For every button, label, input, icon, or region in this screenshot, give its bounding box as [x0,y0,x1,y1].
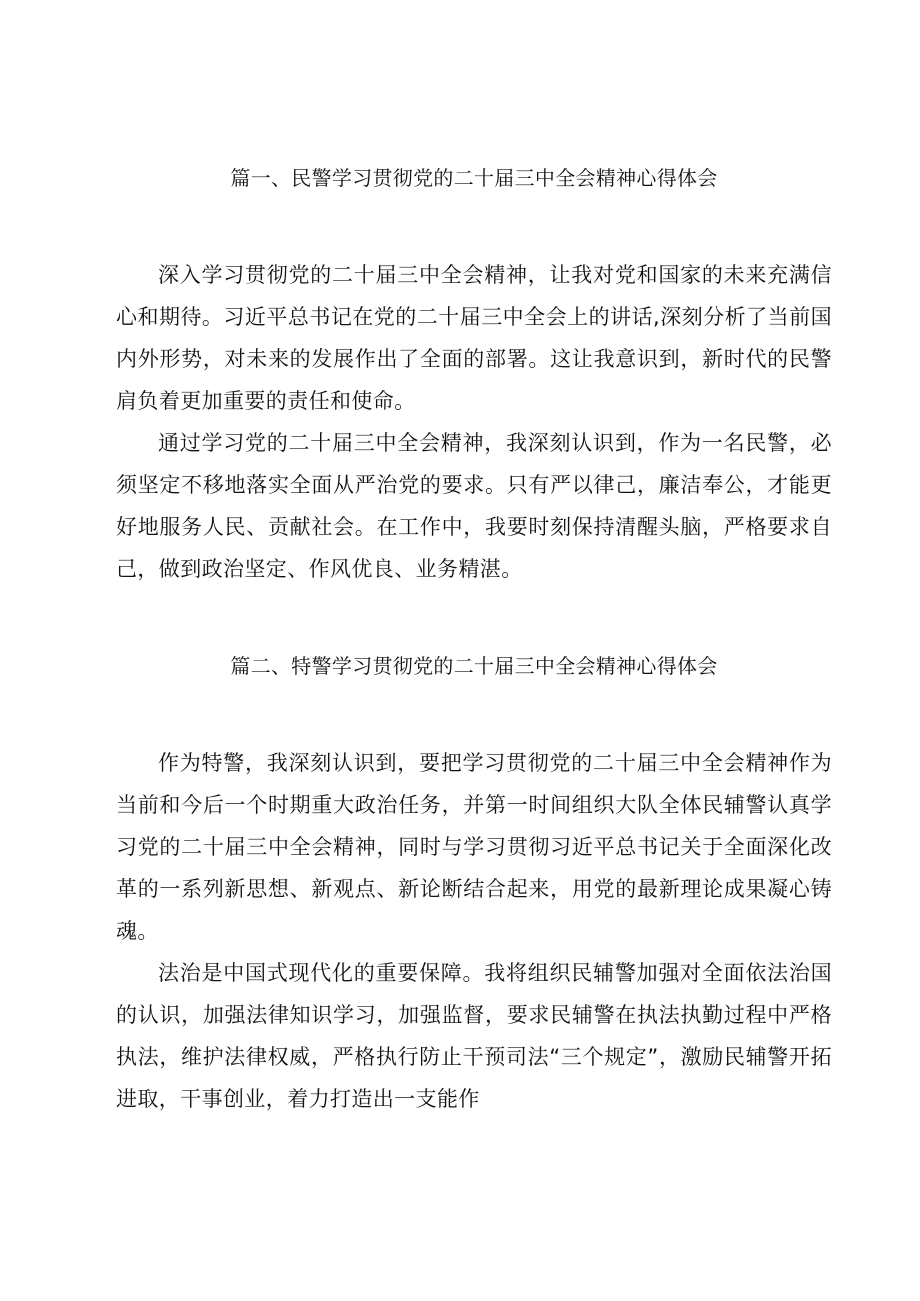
paragraph: 法治是中国式现代化的重要保障。我将组织民辅警加强对全面依法治国的认识，加强法律知识学习，加强监督，要求民辅警在执法执勤过程中严格执法，维护法律权威，严格执行防止干预司法“三个规定”，激励民辅警开拓进取，干事创业，着力打造出一支能作 [116,961,832,1111]
section-heading: 篇二、特警学习贯彻党的二十届三中全会精神心得体会 [230,654,718,678]
paragraph: 通过学习党的二十届三中全会精神，我深刻认识到，作为一名民警，必须坚定不移地落实全面从严治党的要求。只有严以律己，廉洁奉公，才能更好地服务人民、贡献社会。在工作中，我要时刻保持清醒头脑，严格要求自己，做到政治坚定、作风优良、业务精湛。 [116,431,832,581]
section-heading: 篇一、民警学习贯彻党的二十届三中全会精神心得体会 [230,166,718,190]
section-one [116,164,832,590]
paragraph: 深入学习贯彻党的二十届三中全会精神，让我对党和国家的未来充满信心和期待。习近平总书记在党的二十届三中全会上的讲话,深刻分析了当前国内外形势，对未来的发展作出了全面的部署。这让我意识到，新时代的民警肩负着更加重要的责任和使命。 [116,263,832,413]
paragraph: 作为特警，我深刻认识到，要把学习贯彻党的二十届三中全会精神作为当前和今后一个时期重大政治任务，并第一时间组织大队全体民辅警认真学习党的二十届三中全会精神，同时与学习贯彻习近平总书记关于全面深化改革的一系列新思想、新观点、新论断结合起来，用党的最新理论成果凝心铸魂。 [116,751,832,943]
section-two [116,652,832,1120]
